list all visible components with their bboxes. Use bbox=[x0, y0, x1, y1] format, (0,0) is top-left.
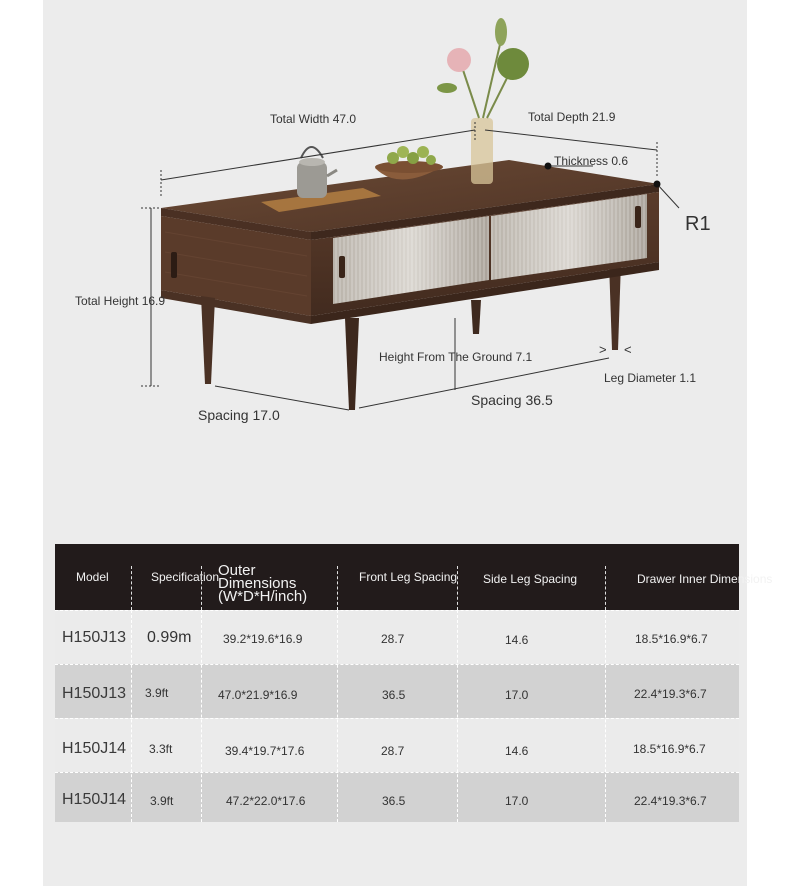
cell-front: 36.5 bbox=[382, 794, 406, 808]
cell-side: 14.6 bbox=[505, 633, 529, 647]
cell-outer: 47.0*21.9*16.9 bbox=[218, 688, 298, 702]
leg-diameter-label: Leg Diameter 1.1 bbox=[604, 371, 697, 385]
svg-text:>: > bbox=[599, 342, 607, 357]
header-specification: Specification bbox=[151, 570, 220, 584]
cell-drawer: 22.4*19.3*6.7 bbox=[634, 687, 707, 701]
cell-model: H150J13 bbox=[62, 629, 127, 646]
header-side-leg-spacing: Side Leg Spacing bbox=[483, 572, 578, 586]
cell-drawer: 18.5*16.9*6.7 bbox=[635, 632, 708, 646]
cell-front: 28.7 bbox=[381, 744, 405, 758]
cell-model: H150J14 bbox=[62, 740, 127, 757]
total-height-label: Total Height 16.9 bbox=[75, 294, 166, 308]
coffee-table-illustration bbox=[43, 0, 747, 520]
cell-front: 36.5 bbox=[382, 688, 406, 702]
cell-side: 14.6 bbox=[505, 744, 529, 758]
header-front-leg-spacing: Front Leg Spacing bbox=[359, 570, 458, 584]
cell-front: 28.7 bbox=[381, 632, 405, 646]
svg-text:<: < bbox=[624, 342, 632, 357]
cell-spec: 3.3ft bbox=[149, 742, 173, 756]
radius-label: R1 bbox=[685, 213, 711, 235]
cell-outer: 39.2*19.6*16.9 bbox=[223, 632, 303, 646]
header-outer-dimensions: Outer Dimensions (W*D*H/inch) bbox=[218, 562, 308, 605]
cell-drawer: 22.4*19.3*6.7 bbox=[634, 794, 707, 808]
cell-spec: 0.99m bbox=[147, 629, 192, 646]
cell-model: H150J13 bbox=[62, 685, 127, 702]
spec-table bbox=[55, 544, 773, 822]
cell-outer: 47.2*22.0*17.6 bbox=[226, 794, 306, 808]
product-canvas bbox=[43, 0, 773, 886]
cell-drawer: 18.5*16.9*6.7 bbox=[633, 742, 706, 756]
flower-vase bbox=[437, 18, 529, 184]
spacing-side-label: Spacing 17.0 bbox=[198, 407, 280, 423]
cell-model: H150J14 bbox=[62, 791, 127, 808]
total-width-label: Total Width 47.0 bbox=[270, 112, 357, 126]
cell-spec: 3.9ft bbox=[145, 686, 169, 700]
header-drawer-inner-dimensions: Drawer Inner Dimensions bbox=[637, 572, 773, 586]
cell-outer: 39.4*19.7*17.6 bbox=[225, 744, 305, 758]
table-header bbox=[55, 544, 773, 610]
cell-spec: 3.9ft bbox=[150, 794, 174, 808]
thickness-label: Thickness 0.6 bbox=[554, 154, 629, 168]
cell-side: 17.0 bbox=[505, 794, 529, 808]
cell-side: 17.0 bbox=[505, 688, 529, 702]
header-model: Model bbox=[76, 570, 109, 584]
spacing-front-label: Spacing 36.5 bbox=[471, 392, 553, 408]
height-from-ground-label: Height From The Ground 7.1 bbox=[379, 350, 533, 364]
total-depth-label: Total Depth 21.9 bbox=[528, 110, 616, 124]
